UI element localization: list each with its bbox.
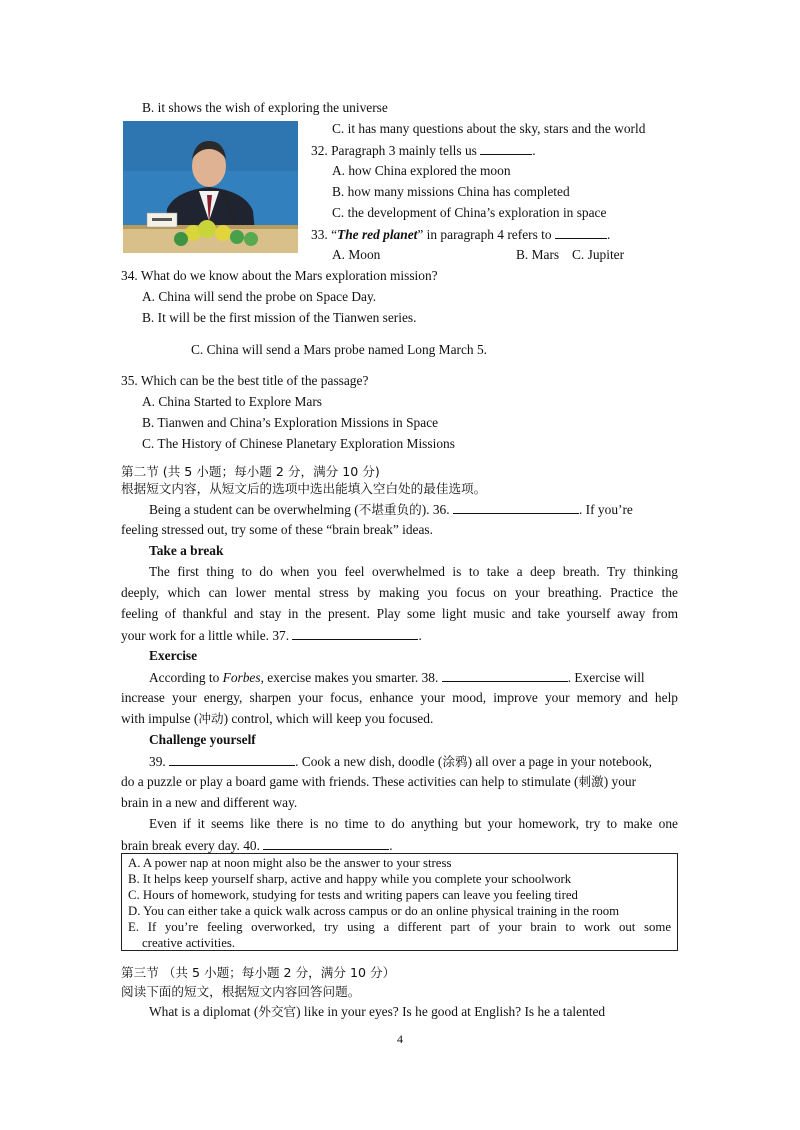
passage-line-3: The first thing to do when you feel overwhelmed is to take a deep breath. Try thinking — [149, 564, 678, 579]
q33-stem — [311, 224, 610, 245]
passage-line-8: increase your energy, sharpen your focus, enhance your mood, improve your memory and help — [121, 690, 678, 705]
blank-36 — [453, 499, 579, 514]
p3-text-a: According to — [149, 670, 223, 685]
option-c: C. Hours of homework, studying for tests and writing papers can leave you feeling tired — [128, 888, 578, 902]
p3-text-b: , exercise makes you smarter. 38. — [260, 670, 439, 685]
passage2-text-b: ) like in your eyes? Is he good at English? Is he a talented — [296, 1004, 606, 1019]
passage2-chinese-gloss: 外交官 — [258, 1004, 297, 1019]
p1-text-c: . If you’re — [578, 502, 633, 517]
q33-option-c: C. Jupiter — [572, 247, 625, 262]
p4-l2-text-a: do a puzzle or play a board game with friends. These activities can help to stimulate ( — [121, 774, 579, 789]
passage-line-4: deeply, which can lower mental stress by making you focus on your breathing. Practice the — [121, 585, 678, 600]
q34-option-b: B. It will be the first mission of the Tianwen series. — [142, 310, 417, 325]
option-d: D. You can either take a quick walk across campus or do an online physical training in the room — [128, 904, 620, 918]
blank-39 — [169, 751, 295, 766]
p2-last-text: your work for a little while. 37. — [121, 628, 290, 643]
passage-line-1 — [149, 499, 633, 520]
q32-option-a: A. how China explored the moon — [332, 163, 511, 178]
p1-text-a: Being a student can be overwhelming ( — [149, 502, 359, 517]
q32-option-c: C. the development of China’s exploration in space — [332, 205, 607, 220]
p4-number: 39. — [149, 754, 166, 769]
blank-38 — [442, 667, 568, 682]
p4-l2-text-b: ) your — [603, 774, 637, 789]
passage-line-7 — [149, 667, 645, 688]
p4-chinese-gloss-1: 涂鸦 — [442, 754, 468, 769]
q32-stem-end: . — [532, 143, 536, 158]
q35-option-c: C. The History of Chinese Planetary Exploration Missions — [142, 436, 455, 451]
passage-line-5: feeling of thankful and stay in the present. Play some light music and take yourself away from — [121, 606, 678, 621]
press-conference-photo — [123, 121, 298, 253]
section2-instruction: 根据短文内容，从短文后的选项中选出能填入空白处的最佳选项。 — [121, 481, 487, 496]
subheading-exercise: Exercise — [149, 648, 198, 663]
passage-line-2: feeling stressed out, try some of these “brain break” ideas. — [121, 522, 433, 537]
p3-chinese-gloss: 冲动 — [198, 711, 224, 726]
q32-blank — [480, 140, 532, 155]
p4-chinese-gloss-2: 刺激 — [578, 774, 604, 789]
page-number: 4 — [397, 1032, 403, 1046]
section2-heading: 第二节 (共 5 小题；每小题 2 分，满分 10 分) — [121, 464, 380, 479]
option-e-line-2: creative activities. — [142, 936, 236, 950]
options-box — [121, 853, 678, 951]
q34-option-a: A. China will send the probe on Space Day. — [142, 289, 377, 304]
section3-heading: 第三节 （共 5 小题；每小题 2 分，满分 10 分） — [121, 965, 396, 980]
passage-line-6: your work for a little while. 37. . — [121, 625, 422, 646]
p3-l3-text-a: with impulse ( — [121, 711, 199, 726]
speaker-illustration — [123, 121, 298, 253]
p3-text-c: . Exercise will — [567, 670, 645, 685]
p5-last-text: brain break every day. 40. — [121, 838, 260, 853]
q33-blank — [555, 224, 607, 239]
forbes-title: Forbes — [222, 670, 261, 685]
q32-stem — [311, 140, 536, 161]
q33-number: 33. “ — [311, 227, 338, 242]
p1-chinese-gloss: 不堪重负的 — [358, 502, 422, 517]
blank-37 — [292, 625, 418, 640]
q33-option-b: B. Mars — [516, 247, 560, 262]
q34-stem: 34. What do we know about the Mars exploration mission? — [121, 268, 438, 283]
q35-option-b: B. Tianwen and China’s Exploration Missions in Space — [142, 415, 439, 430]
section3-instruction: 阅读下面的短文，根据短文内容回答问题。 — [121, 984, 361, 999]
option-a: A. A power nap at noon might also be the answer to your stress — [128, 856, 452, 870]
q35-option-a: A. China Started to Explore Mars — [142, 394, 322, 409]
passage-line-9 — [121, 709, 433, 729]
passage2-text-a: What is a diplomat ( — [149, 1004, 259, 1019]
subheading-take-a-break: Take a break — [149, 543, 224, 558]
passage-line-10 — [149, 751, 652, 772]
blank-40 — [263, 835, 389, 850]
q31-option-c: C. it has many questions about the sky, stars and the world — [332, 121, 646, 136]
subheading-challenge-yourself: Challenge yourself — [149, 732, 256, 747]
q33-option-a: A. Moon — [332, 247, 381, 262]
q33-stem-end: . — [606, 227, 611, 242]
p3-l3-text-b: ) control, which will keep you focused. — [223, 711, 434, 726]
p1-text-b: ). 36. — [421, 502, 450, 517]
q32-option-b: B. how many missions China has completed — [332, 184, 570, 199]
q31-option-b: B. it shows the wish of exploring the universe — [142, 100, 388, 115]
passage-line-13: Even if it seems like there is no time to do anything but your homework, try to make one — [149, 816, 678, 831]
passage-line-12: brain in a new and different way. — [121, 795, 298, 810]
p5-end: . — [389, 838, 393, 853]
q32-stem-text: 32. Paragraph 3 mainly tells us — [311, 143, 477, 158]
passage-line-11 — [121, 772, 636, 792]
q35-stem: 35. Which can be the best title of the passage? — [121, 373, 369, 388]
q33-stem-text: ” in paragraph 4 refers to — [417, 227, 552, 242]
p4-text-b: . Cook a new dish, doodle ( — [295, 754, 443, 769]
q34-option-c: C. China will send a Mars probe named Long March 5. — [191, 342, 488, 357]
option-b: B. It helps keep yourself sharp, active and happy while you complete your schoolwork — [128, 872, 572, 886]
q33-quoted-term: The red planet — [337, 227, 418, 242]
passage2-line-1 — [149, 1002, 605, 1022]
p4-text-c: ) all over a page in your notebook, — [467, 754, 653, 769]
option-e-line-1: E. If you’re feeling overworked, try using a different part of your brain to work out some — [128, 920, 671, 934]
